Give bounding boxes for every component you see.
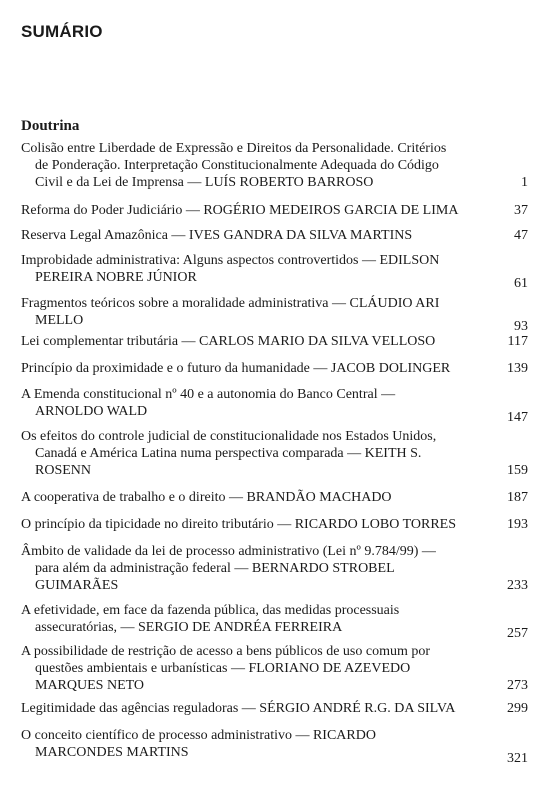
toc-entry bbox=[21, 700, 528, 717]
toc-entry bbox=[21, 543, 528, 594]
toc-entry-line: Reserva Legal Amazônica — IVES GANDRA DA SILVA MARTINS bbox=[21, 228, 413, 243]
toc-page-number: 187 bbox=[507, 490, 528, 505]
toc-entry-line: Civil e da Lei de Imprensa — LUÍS ROBERTO BARROSO bbox=[35, 175, 374, 190]
toc-entry-line: Os efeitos do controle judicial de constitucionalidade nos Estados Unidos, bbox=[21, 429, 437, 444]
toc-entry-line: para além da administração federal — BERNARDO STROBEL bbox=[35, 561, 395, 576]
toc-entry-line: MELLO bbox=[35, 313, 84, 328]
toc-page-number: 273 bbox=[507, 678, 528, 693]
toc-page-number: 37 bbox=[514, 203, 528, 218]
toc-entry-line: Colisão entre Liberdade de Expressão e Direitos da Personalidade. Critérios bbox=[21, 141, 447, 156]
toc-entry-line: A cooperativa de trabalho e o direito — BRANDÃO MACHADO bbox=[21, 490, 392, 505]
toc-entry-line: Legitimidade das agências reguladoras — SÉRGIO ANDRÉ R.G. DA SILVA bbox=[21, 701, 456, 716]
toc-entry-line: Reforma do Poder Judiciário — ROGÉRIO MEDEIROS GARCIA DE LIMA bbox=[21, 203, 459, 218]
toc-entry-line: Âmbito de validade da lei de processo administrativo (Lei nº 9.784/99) — bbox=[21, 544, 436, 559]
toc-entry-line: A efetividade, em face da fazenda pública, das medidas processuais bbox=[21, 603, 400, 618]
toc-entry bbox=[21, 360, 528, 377]
toc-entry bbox=[21, 386, 528, 426]
toc-entry-line: MARCONDES MARTINS bbox=[35, 745, 189, 760]
toc-page-number: 117 bbox=[507, 334, 528, 349]
toc-entry-line: assecuratórias, — SERGIO DE ANDRÉA FERREIRA bbox=[35, 620, 343, 635]
toc-entry-line: PEREIRA NOBRE JÚNIOR bbox=[35, 270, 197, 285]
toc-page-number: 1 bbox=[521, 175, 528, 190]
toc-entry bbox=[21, 643, 528, 694]
page-title: SUMÁRIO bbox=[21, 22, 103, 41]
toc-page-number: 61 bbox=[514, 276, 528, 291]
toc-entry bbox=[21, 516, 528, 533]
toc-entry-line: Fragmentos teóricos sobre a moralidade administrativa — CLÁUDIO ARI bbox=[21, 296, 440, 311]
toc-entry bbox=[21, 295, 528, 335]
toc-entry bbox=[21, 727, 528, 767]
toc-entry-line: A possibilidade de restrição de acesso a bens públicos de uso comum por bbox=[21, 644, 431, 659]
toc-entry-line: questões ambientais e urbanísticas — FLORIANO DE AZEVEDO bbox=[35, 661, 411, 676]
toc-entry-line: A Emenda constitucional nº 40 e a autonomia do Banco Central — bbox=[21, 387, 396, 402]
toc-entry-line: Princípio da proximidade e o futuro da humanidade — JACOB DOLINGER bbox=[21, 361, 451, 376]
toc-entry-line: de Ponderação. Interpretação Constitucionalmente Adequada do Código bbox=[35, 158, 439, 173]
toc-page-number: 257 bbox=[507, 626, 528, 641]
toc-page-number: 299 bbox=[507, 701, 528, 716]
toc-entry-line: Canadá e América Latina numa perspectiva comparada — KEITH S. bbox=[35, 446, 422, 461]
section-title-doutrina: Doutrina bbox=[21, 118, 80, 134]
toc-entry-line: Improbidade administrativa: Alguns aspectos controvertidos — EDILSON bbox=[21, 253, 440, 268]
toc-entry bbox=[21, 333, 528, 350]
toc-entry-line: Lei complementar tributária — CARLOS MARIO DA SILVA VELLOSO bbox=[21, 334, 436, 349]
toc-page-number: 193 bbox=[507, 517, 528, 532]
toc-entry-line: O princípio da tipicidade no direito tributário — RICARDO LOBO TORRES bbox=[21, 517, 456, 532]
toc-page-number: 93 bbox=[514, 319, 528, 334]
toc-entry bbox=[21, 227, 528, 244]
toc-page-number: 139 bbox=[507, 361, 528, 376]
toc-page-number: 47 bbox=[514, 228, 528, 243]
toc-entry bbox=[21, 489, 528, 506]
toc-entry-line: O conceito científico de processo administrativo — RICARDO bbox=[21, 728, 376, 743]
toc-entry-line: ARNOLDO WALD bbox=[35, 404, 148, 419]
toc-page-number: 233 bbox=[507, 578, 528, 593]
toc-entry bbox=[21, 428, 528, 479]
toc-entry-line: MARQUES NETO bbox=[35, 678, 145, 693]
toc-entry bbox=[21, 602, 528, 642]
toc-entry bbox=[21, 140, 528, 191]
toc-entry-line: ROSENN bbox=[35, 463, 92, 478]
toc-page-number: 321 bbox=[507, 751, 528, 766]
toc-entry bbox=[21, 252, 528, 292]
toc-page-number: 159 bbox=[507, 463, 528, 478]
toc-entry bbox=[21, 202, 528, 219]
toc-page-number: 147 bbox=[507, 410, 528, 425]
toc-entry-line: GUIMARÃES bbox=[35, 578, 119, 593]
